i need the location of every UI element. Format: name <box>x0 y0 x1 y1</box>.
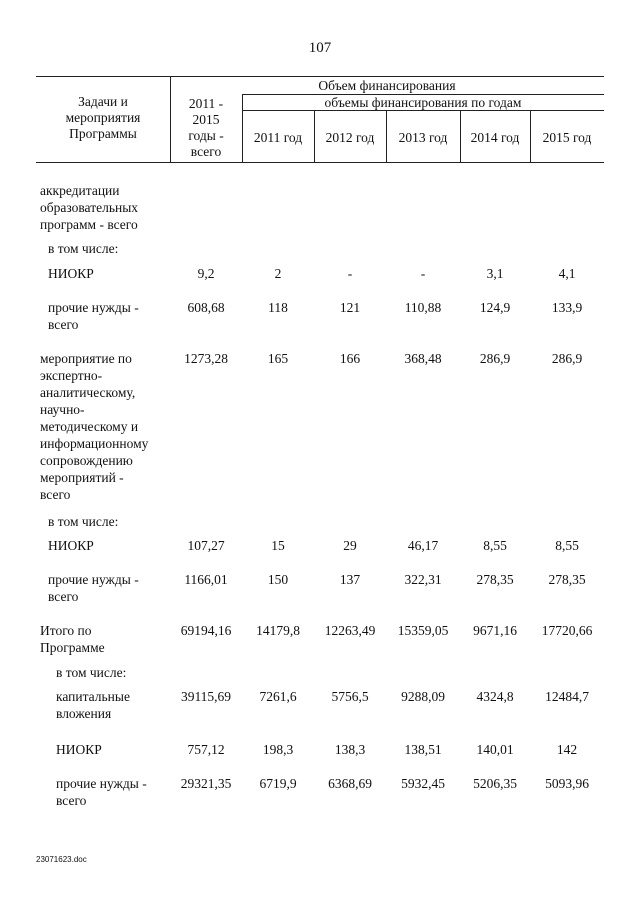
header-year-2013: 2013 год <box>398 130 448 145</box>
row-label-line: капитальные <box>56 689 130 704</box>
row-label-line: методическому и <box>40 419 139 434</box>
row-label <box>48 265 176 282</box>
table-cell: - <box>420 266 426 281</box>
row-label-line: сопровождению <box>40 453 133 468</box>
header-task-line: Задачи и <box>78 94 128 109</box>
row-label-line: информационному <box>40 436 149 451</box>
row-label-line: прочие нужды - <box>48 572 139 587</box>
table-cell: 46,17 <box>407 538 439 553</box>
row-label <box>48 299 176 333</box>
row-label-line: всего <box>40 487 71 502</box>
table-cell: 137 <box>339 572 361 587</box>
header-task-line: Программы <box>69 126 137 141</box>
table-cell: 166 <box>339 351 361 366</box>
table-cell: 2 <box>274 266 282 281</box>
table-cell: 138,51 <box>404 742 442 757</box>
header-total-line: годы - <box>188 128 224 143</box>
table-cell: 15 <box>271 538 285 553</box>
table-cell: 368,48 <box>404 351 442 366</box>
footer-filename: 23071623.doc <box>36 855 87 864</box>
table-cell: 110,88 <box>404 300 442 315</box>
table-cell: 121 <box>339 300 361 315</box>
row-label-line: в том числе: <box>48 514 119 529</box>
table-cell: 4324,8 <box>476 689 514 704</box>
table-cell: 7261,6 <box>259 689 297 704</box>
row-label-line: всего <box>48 317 79 332</box>
row-label-line: НИОКР <box>48 266 94 281</box>
table-cell: 9288,09 <box>401 689 445 704</box>
row-label-line: прочие нужды - <box>48 300 139 315</box>
row-label-line: аккредитации <box>40 183 120 198</box>
header-year-2014: 2014 год <box>470 130 520 145</box>
header-year-2012: 2012 год <box>325 130 375 145</box>
table-cell: 29321,35 <box>180 776 232 791</box>
table-cell: 198,3 <box>262 742 294 757</box>
table-cell: 142 <box>556 742 578 757</box>
row-label-line: научно- <box>40 402 85 417</box>
row-label <box>40 182 168 233</box>
header-total-line: 2011 - <box>188 96 224 111</box>
row-label <box>48 513 176 530</box>
header-total-line: 2015 <box>192 112 220 127</box>
table-cell: 69194,16 <box>180 623 232 638</box>
header-task-line: мероприятия <box>65 110 141 125</box>
table-cell: 322,31 <box>404 572 442 587</box>
table-cell: 39115,69 <box>180 689 232 704</box>
row-label-line: НИОКР <box>56 742 102 757</box>
page-number: 107 <box>308 40 332 56</box>
table-cell: 8,55 <box>555 538 579 553</box>
table-cell: 4,1 <box>558 266 576 281</box>
table-cell: 608,68 <box>187 300 225 315</box>
table-cell: 29 <box>343 538 357 553</box>
row-label-line: Итого по <box>40 623 92 638</box>
row-label-line: всего <box>48 589 79 604</box>
table-cell: 278,35 <box>548 572 586 587</box>
header-by-years-title: объемы финансирования по годам <box>324 95 522 110</box>
table-cell: 124,9 <box>479 300 511 315</box>
row-label-line: прочие нужды - <box>56 776 147 791</box>
row-label <box>56 688 184 722</box>
row-label-line: вложения <box>56 706 112 721</box>
header-year-2011: 2011 год <box>253 130 303 145</box>
row-label <box>56 775 184 809</box>
table-cell: 1273,28 <box>184 351 228 366</box>
row-label-line: программ - всего <box>40 217 138 232</box>
table-cell: 8,55 <box>483 538 507 553</box>
row-label <box>40 622 168 656</box>
table-cell: 140,01 <box>476 742 514 757</box>
header-bottom-rule <box>36 162 604 163</box>
table-cell: 5756,5 <box>331 689 369 704</box>
row-label-line: мероприятий - <box>40 470 124 485</box>
row-label <box>48 240 176 257</box>
table-cell: 6368,69 <box>328 776 372 791</box>
row-label-line: мероприятие по <box>40 351 132 366</box>
row-label-line: аналитическому, <box>40 385 136 400</box>
table-cell: 286,9 <box>479 351 511 366</box>
table-cell: - <box>347 266 353 281</box>
header-top-rule <box>36 76 604 77</box>
header-total-column <box>170 96 242 160</box>
table-cell: 5932,45 <box>401 776 445 791</box>
table-cell: 5206,35 <box>473 776 517 791</box>
row-label <box>56 741 184 758</box>
table-cell: 107,27 <box>187 538 225 553</box>
table-cell: 6719,9 <box>259 776 297 791</box>
row-label-line: экспертно- <box>40 368 103 383</box>
table-cell: 3,1 <box>486 266 504 281</box>
table-cell: 12484,7 <box>545 689 589 704</box>
table-cell: 1166,01 <box>184 572 228 587</box>
row-label <box>48 571 176 605</box>
table-cell: 165 <box>267 351 289 366</box>
header-year-2015: 2015 год <box>542 130 592 145</box>
row-label-line: в том числе: <box>48 241 119 256</box>
table-cell: 12263,49 <box>324 623 376 638</box>
header-task-column <box>36 94 170 142</box>
table-cell: 133,9 <box>551 300 583 315</box>
table-cell: 118 <box>268 300 288 315</box>
table-cell: 17720,66 <box>541 623 593 638</box>
table-cell: 138,3 <box>334 742 366 757</box>
table-cell: 15359,05 <box>397 623 449 638</box>
table-cell: 286,9 <box>551 351 583 366</box>
row-label-line: НИОКР <box>48 538 94 553</box>
table-cell: 9,2 <box>197 266 215 281</box>
row-label-line: всего <box>56 793 87 808</box>
table-cell: 9671,16 <box>473 623 517 638</box>
table-cell: 278,35 <box>476 572 514 587</box>
header-total-line: всего <box>190 144 222 159</box>
table-cell: 5093,96 <box>545 776 589 791</box>
row-label-line: Программе <box>40 640 105 655</box>
row-label <box>56 664 184 681</box>
table-cell: 150 <box>267 572 289 587</box>
table-cell: 14179,8 <box>256 623 300 638</box>
row-label <box>48 537 176 554</box>
header-funding-title: Объем финансирования <box>318 78 456 93</box>
row-label <box>40 350 168 503</box>
row-label-line: образовательных <box>40 200 139 215</box>
row-label-line: в том числе: <box>56 665 127 680</box>
table-cell: 757,12 <box>187 742 225 757</box>
